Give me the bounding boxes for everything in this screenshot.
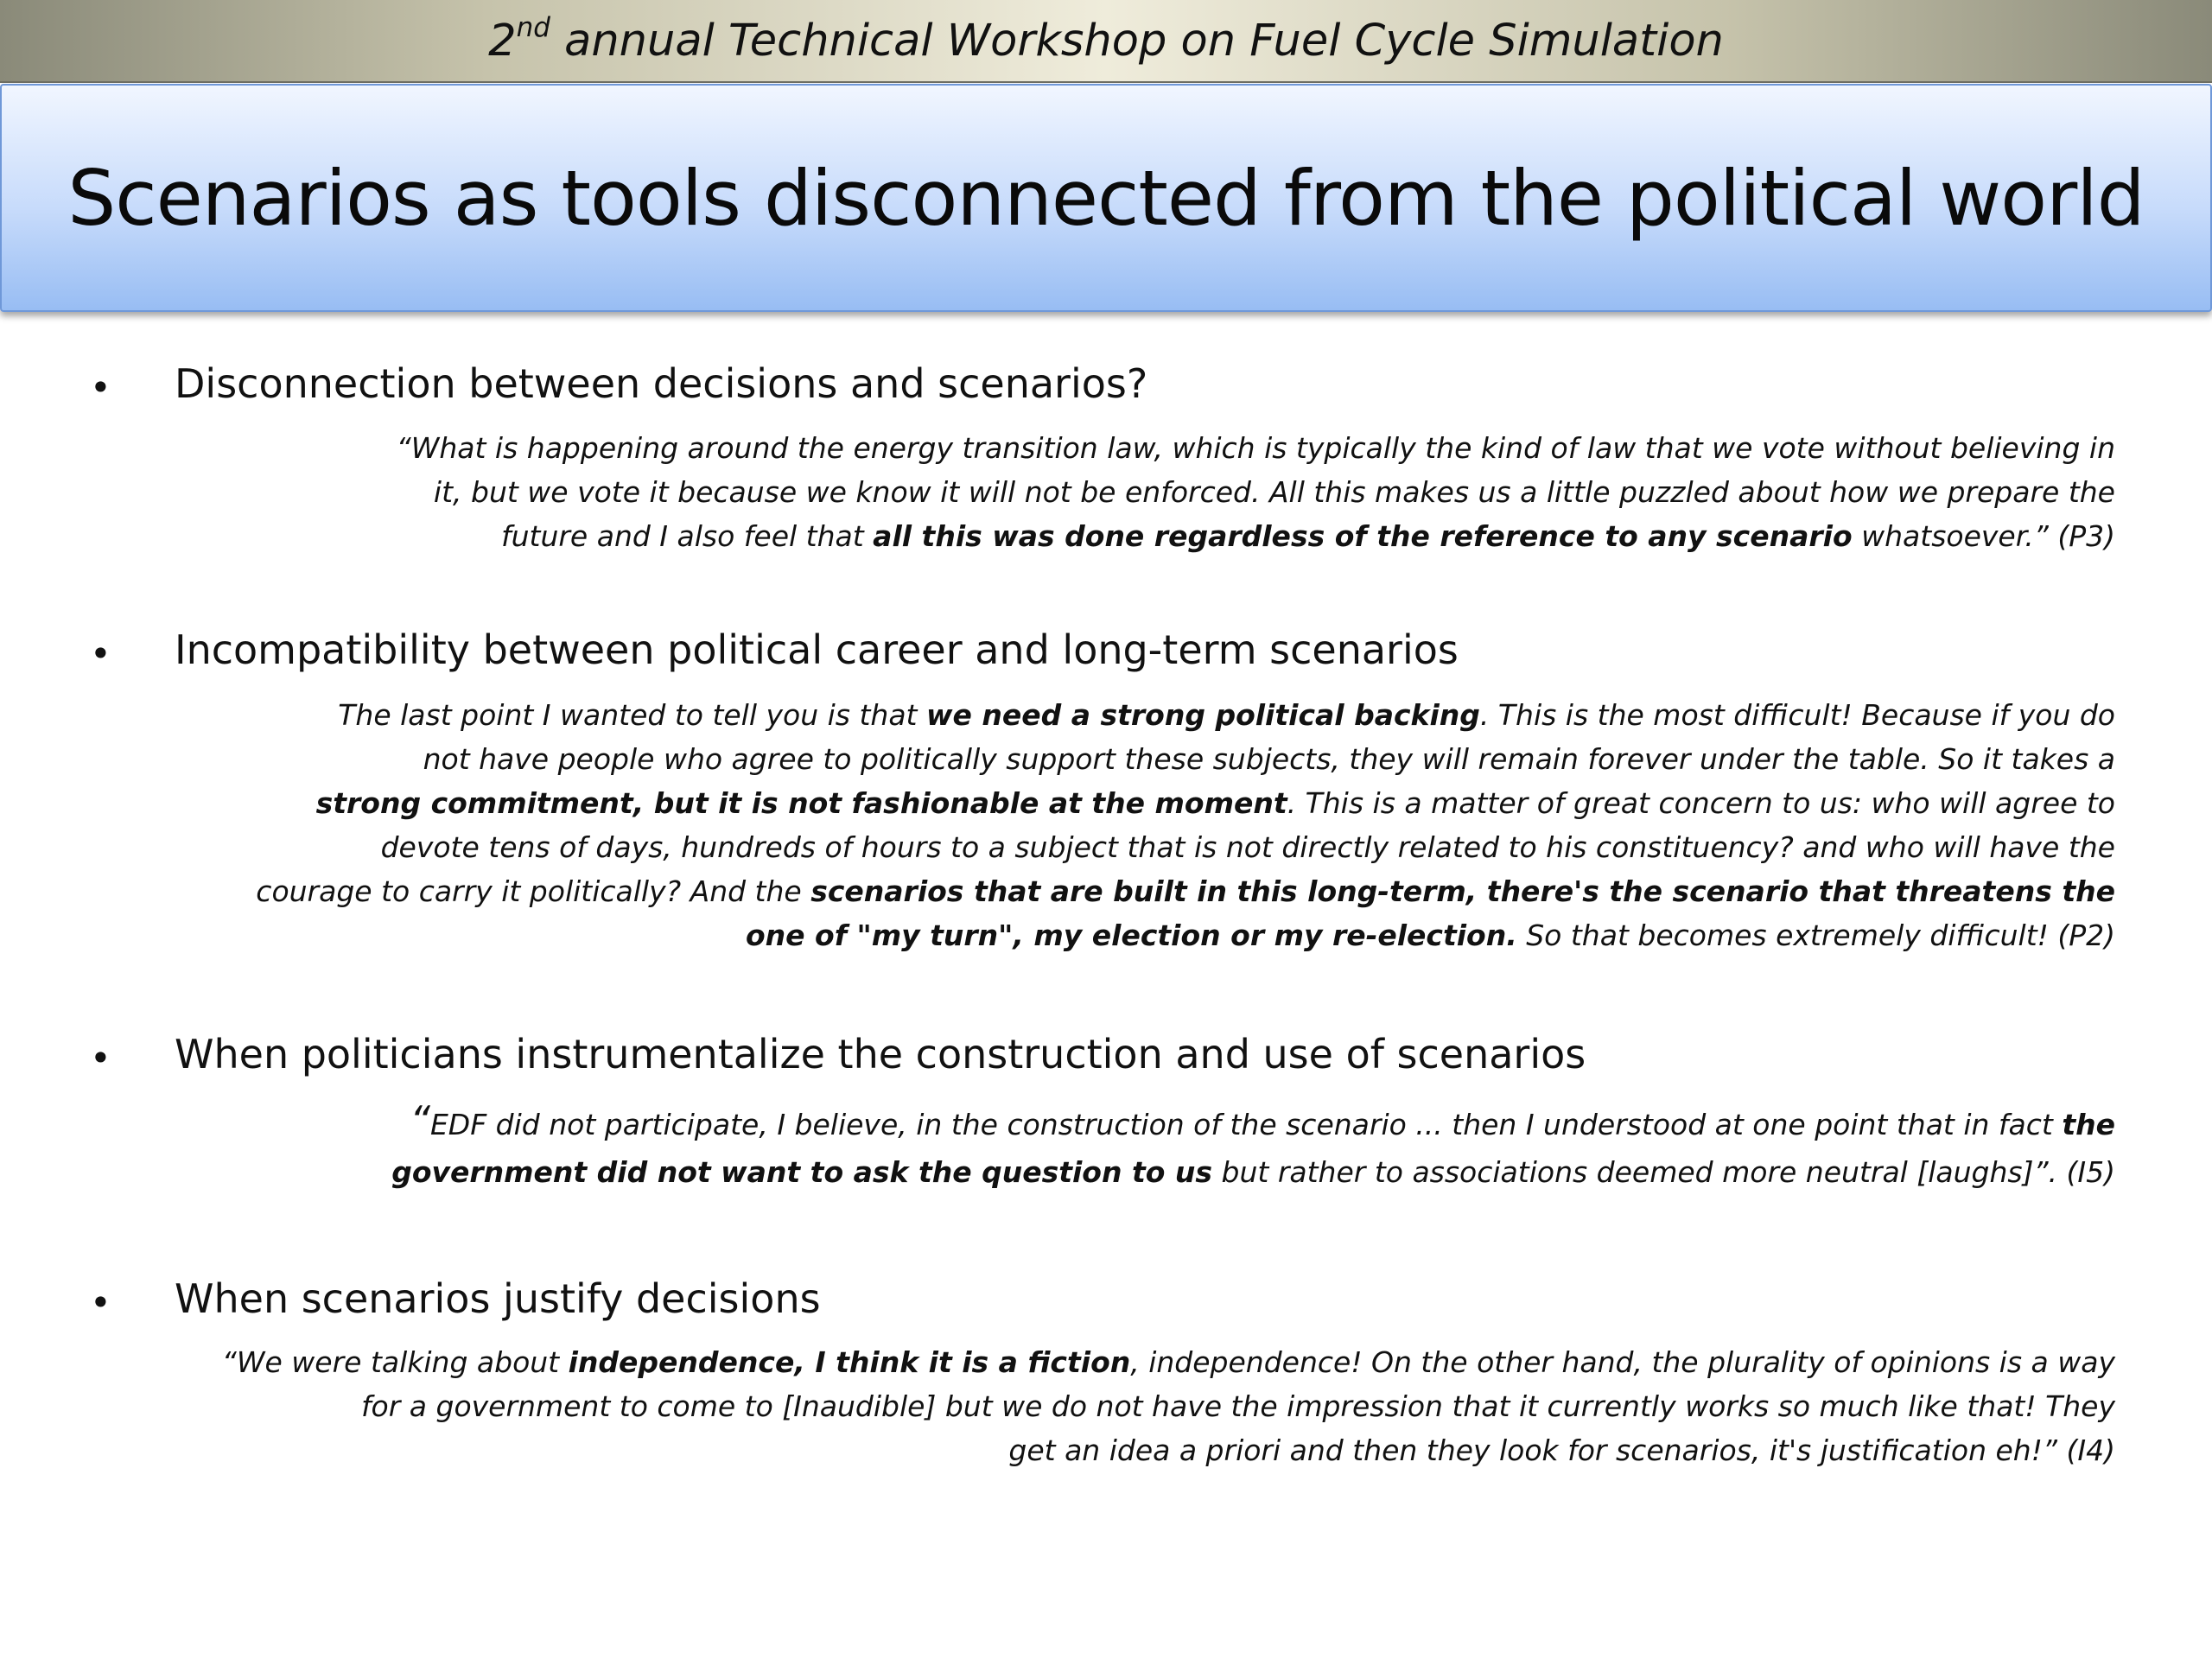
quote-1-line-3-start: future and I also feel that [500, 519, 874, 553]
quote-3-open-mark: “ [410, 1097, 430, 1144]
quote-4-line-2: for a government to come to [Inaudible] but we do not have the impression that it currently works so much like that! They [360, 1389, 2115, 1423]
workshop-banner-text [488, 11, 1724, 67]
bullet-marker-3: • [90, 1037, 111, 1079]
quote-2-line-6-end: So that becomes extremely difficult! (P2) [1516, 918, 2115, 952]
quote-1-line-1: “What is happening around the energy transition law, which is typically the kind of law that we vote without believing in [396, 431, 2115, 465]
quote-2-line-5 [256, 869, 2115, 913]
quote-2-line-6 [256, 913, 2115, 957]
quote-2-line-1-end: . This is the most difficult! Because if you do [1479, 698, 2115, 732]
quote-2-emphasis-2: strong commitment, but it is not fashionable at the moment [315, 786, 1287, 820]
quote-4-emphasis: independence, I think it is a fiction [568, 1345, 1131, 1379]
quote-4-line-3: get an idea a priori and then they look for scenarios, it's justification eh!” (I4) [1008, 1433, 2115, 1467]
quote-2-line-1-start: The last point I wanted to tell you is that [338, 698, 926, 732]
quote-block-3 [391, 1097, 2115, 1196]
banner-ordinal-number: 2 [488, 15, 517, 67]
quote-2-emphasis-4: one of "my turn", my election or my re-election. [746, 918, 1517, 952]
quote-2-line-1 [256, 693, 2115, 737]
quote-3-line-2-end: but rather to associations deemed more neutral [laughs]”. (I5) [1212, 1155, 2115, 1189]
quote-2-line-3-end: . This is a matter of great concern to us: who will agree to [1287, 786, 2115, 820]
quote-block-2 [256, 693, 2115, 957]
slide-title-box [0, 84, 2212, 312]
banner-ordinal-suffix: nd [516, 11, 550, 43]
slide-title: Scenarios as tools disconnected from the political world [67, 153, 2145, 243]
quote-block-4 [222, 1340, 2115, 1472]
quote-2-line-4: devote tens of days, hundreds of hours to a subject that is not directly related to his constituency? and who will have the [380, 830, 2115, 864]
quote-1-emphasis: all this was done regardless of the reference to any scenario [873, 519, 1853, 553]
bullet-heading-2: Incompatibility between political career and long-term scenarios [175, 626, 1459, 673]
quote-2-line-3 [256, 781, 2115, 825]
quote-1-line-3 [397, 514, 2115, 558]
quote-3-emphasis-2: government did not want to ask the question to us [391, 1155, 1213, 1189]
bullet-marker-4: • [90, 1281, 111, 1324]
bullet-heading-4: When scenarios justify decisions [175, 1275, 821, 1322]
bullet-heading-3: When politicians instrumentalize the construction and use of scenarios [175, 1031, 1586, 1077]
quote-block-1 [397, 426, 2115, 558]
bullet-marker-1: • [90, 366, 111, 409]
quote-4-line-1-end: , independence! On the other hand, the plurality of opinions is a way [1130, 1345, 2115, 1379]
quote-2-line-2: not have people who agree to politically support these subjects, they will remain forever under the table. So it takes a [423, 742, 2115, 776]
quote-3-emphasis-1: the [2062, 1108, 2115, 1141]
quote-2-line-5-start: courage to carry it politically? And the [256, 874, 811, 908]
quote-1-line-2: it, but we vote it because we know it will not be enforced. All this makes us a little puzzled about how we prepare the [433, 475, 2115, 509]
quote-2-emphasis-1: we need a strong political backing [926, 698, 1480, 732]
bullet-marker-2: • [90, 632, 111, 675]
workshop-banner [0, 0, 2212, 83]
quote-4-line-1-start: “We were talking about [221, 1345, 569, 1379]
quote-3-line-1 [391, 1097, 2115, 1148]
bullet-heading-1: Disconnection between decisions and scenarios? [175, 360, 1148, 407]
quote-2-emphasis-3: scenarios that are built in this long-term, there's the scenario that threatens the [810, 874, 2115, 908]
quote-1-line-3-end: whatsoever.” (P3) [1852, 519, 2115, 553]
quote-4-line-1 [222, 1340, 2115, 1384]
quote-3-line-2 [391, 1148, 2115, 1196]
quote-3-line-1-start: EDF did not participate, I believe, in the construction of the scenario ... then I understood at one point that in fact [429, 1108, 2063, 1141]
banner-title-text: annual Technical Workshop on Fuel Cycle Simulation [550, 15, 1724, 67]
